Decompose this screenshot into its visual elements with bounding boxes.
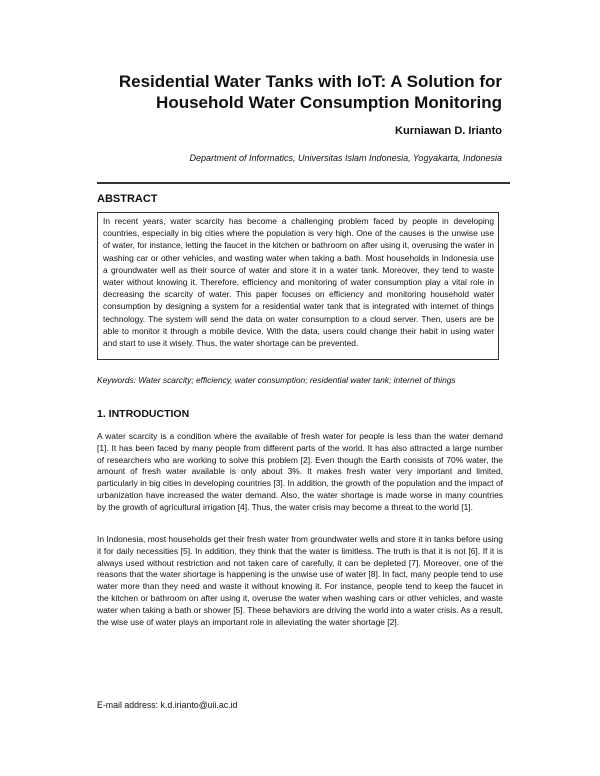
author-affiliation: Department of Informatics, Universitas Islam Indonesia, Yogyakarta, Indonesia	[189, 153, 502, 163]
introduction-paragraph-1: A water scarcity is a condition where the available of fresh water for people is less than the water demand [1]. It has been faced by many people from different parts of the world. It has also attracted a large number of researchers who are working to solve this problem [2]. Even though the Earth consists of 70% water, the amount of fresh water available is only about 3%. It makes fresh water very important and limited, particularly in big cities in developing countries [3]. In addition, the growth of the population and the impact of urbanization have increased the water demand. Also, the water shortage is made worse in many countries by the growth of agricultural irrigation [4]. Thus, the water crisis may become a threat to the world [1].	[97, 431, 503, 512]
introduction-paragraph-2: In Indonesia, most households get their fresh water from groundwater wells and store it in tanks before using it for daily necessities [5]. In addition, they think that the water is limitless. The truth is that it is not [6]. If it is always used without restriction and not taken care of carefully, it can be depleted [7]. Moreover, one of the reasons that the water shortage is happening is the unwise use of water [8]. In fact, many people tend to use water more than they need and waste it without knowing it. For instance, people tend to keep the faucet in the kitchen or bathroom on after using it, overuse the water when washing cars or other vehicles, and waste water when taking a bath or shower [5]. These behaviors are driving the world into a water crisis. As a result, the wise use of water plays an important role in alleviating the water shortage [2].	[97, 534, 503, 627]
section-heading-introduction: 1. INTRODUCTION	[97, 408, 190, 420]
paper-title: Residential Water Tanks with IoT: A Solution for Household Water Consumption Monitoring	[118, 72, 502, 112]
abstract-text: In recent years, water scarcity has become a challenging problem faced by people in developing countries, especially in big cities where the population is very high. One of the causes is the unwise use of water, for instance, letting the faucet in the kitchen or bathroom on after using it, overusing the water in washing car or other vehicles, and wasting water when taking a bath. Most households in Indonesia use a groundwater well as their source of water and store it in a water tank. Moreover, they tend to waste water without knowing it. Therefore, efficiency and monitoring of water consumption play a vital role in decreasing the scarcity of water. This paper focuses on efficiency and monitoring household water consumption by designing a system for a residential water tank that is integrated with internet of things technology. The system will send the data on water consumption to a cloud server. Then, users are be able to monitor it through a mobile device. With the data, users could change their habit in using water and start to use it wisely. Thus, the water shortage can be prevented.	[103, 216, 494, 349]
keywords: Keywords: Water scarcity; efficiency, water consumption; residential water tank; internet of things	[97, 375, 456, 385]
abstract-heading: ABSTRACT	[97, 193, 158, 205]
header-divider	[97, 182, 510, 184]
abstract-box	[97, 212, 499, 360]
author-name: Kurniawan D. Irianto	[395, 125, 502, 137]
footer-email: E-mail address: k.d.irianto@uii.ac.id	[97, 700, 238, 710]
